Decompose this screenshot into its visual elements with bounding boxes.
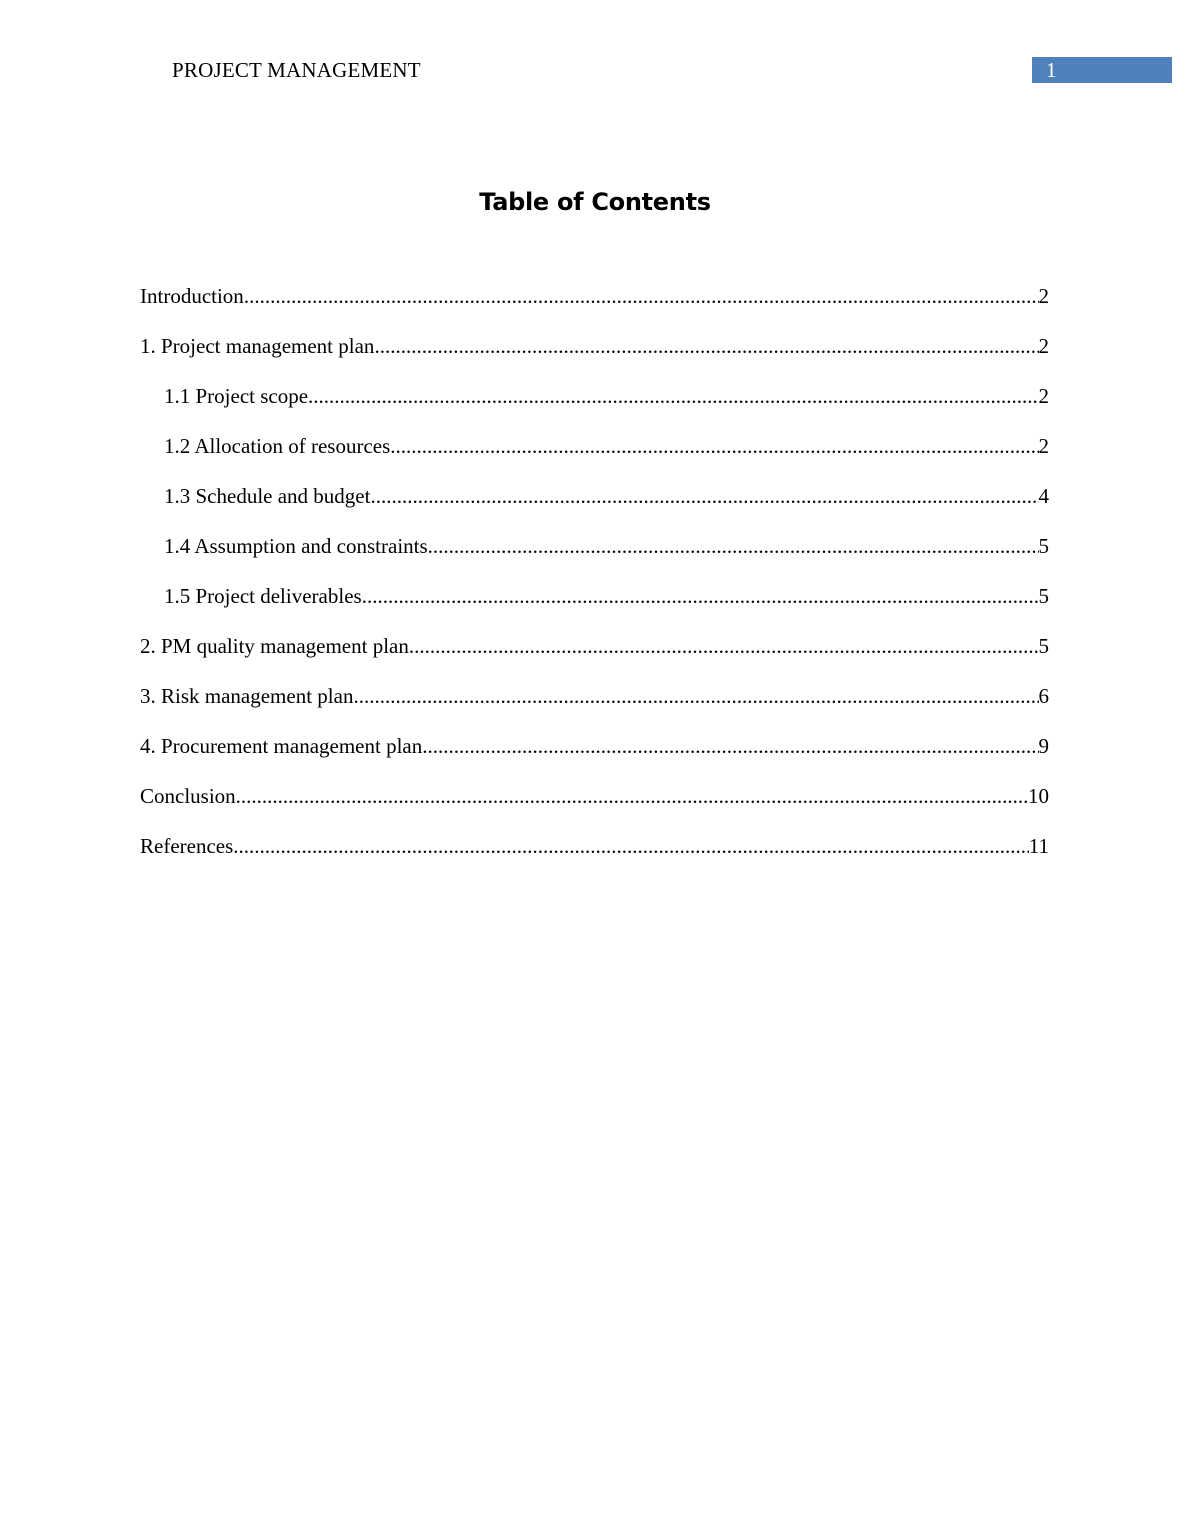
table-of-contents [140, 283, 1049, 883]
toc-entry-label: 2. PM quality management plan [140, 634, 409, 658]
toc-entry-introduction[interactable] [140, 283, 1049, 333]
toc-entry-project-scope[interactable] [140, 383, 1049, 433]
toc-entry-label: 1.4 Assumption and constraints [164, 534, 428, 558]
page-number: 1 [1046, 58, 1057, 82]
toc-dot-leader [353, 683, 1038, 709]
toc-entry-risk-management-plan[interactable] [140, 683, 1049, 733]
toc-dot-leader [374, 333, 1038, 359]
toc-dot-leader [244, 283, 1039, 309]
toc-entry-page: 2 [1038, 384, 1049, 408]
toc-dot-leader [308, 383, 1038, 409]
toc-entry-references[interactable] [140, 833, 1049, 883]
toc-entry-label: Introduction [140, 284, 244, 308]
toc-dot-leader [370, 483, 1038, 509]
toc-entry-label: 1.1 Project scope [164, 384, 309, 408]
toc-dot-leader [409, 633, 1039, 659]
toc-entry-assumption-and-constraints[interactable] [140, 533, 1049, 583]
toc-dot-leader [233, 833, 1028, 859]
toc-entry-label: Conclusion [140, 784, 236, 808]
toc-dot-leader [428, 533, 1039, 559]
toc-entry-page: 10 [1028, 784, 1049, 808]
toc-entry-page: 4 [1038, 484, 1049, 508]
toc-dot-leader [422, 733, 1038, 759]
toc-dot-leader [236, 783, 1028, 809]
toc-entry-schedule-and-budget[interactable] [140, 483, 1049, 533]
toc-entry-pm-quality-management-plan[interactable] [140, 633, 1049, 683]
toc-entry-page: 2 [1038, 434, 1049, 458]
toc-entry-page: 5 [1038, 634, 1049, 658]
toc-entry-page: 5 [1038, 584, 1049, 608]
toc-entry-allocation-of-resources[interactable] [140, 433, 1049, 483]
toc-dot-leader [362, 583, 1039, 609]
toc-entry-label: References [140, 834, 234, 858]
toc-entry-label: 1.2 Allocation of resources [164, 434, 391, 458]
toc-entry-label: 1. Project management plan [140, 334, 375, 358]
toc-entry-page: 2 [1038, 284, 1049, 308]
toc-entry-label: 4. Procurement management plan [140, 734, 423, 758]
toc-entry-label: 3. Risk management plan [140, 684, 354, 708]
page-number-badge [1032, 57, 1172, 83]
toc-heading: Table of Contents [479, 188, 711, 216]
toc-entry-procurement-management-plan[interactable] [140, 733, 1049, 783]
toc-entry-label: 1.3 Schedule and budget [164, 484, 371, 508]
toc-entry-label: 1.5 Project deliverables [164, 584, 362, 608]
toc-entry-conclusion[interactable] [140, 783, 1049, 833]
toc-entry-project-deliverables[interactable] [140, 583, 1049, 633]
running-header-title: PROJECT MANAGEMENT [172, 58, 421, 82]
toc-entry-page: 5 [1038, 534, 1049, 558]
toc-entry-page: 6 [1038, 684, 1049, 708]
toc-entry-page: 11 [1028, 834, 1049, 858]
toc-entry-page: 2 [1038, 334, 1049, 358]
toc-entry-project-management-plan[interactable] [140, 333, 1049, 383]
toc-dot-leader [390, 433, 1038, 459]
toc-entry-page: 9 [1038, 734, 1049, 758]
